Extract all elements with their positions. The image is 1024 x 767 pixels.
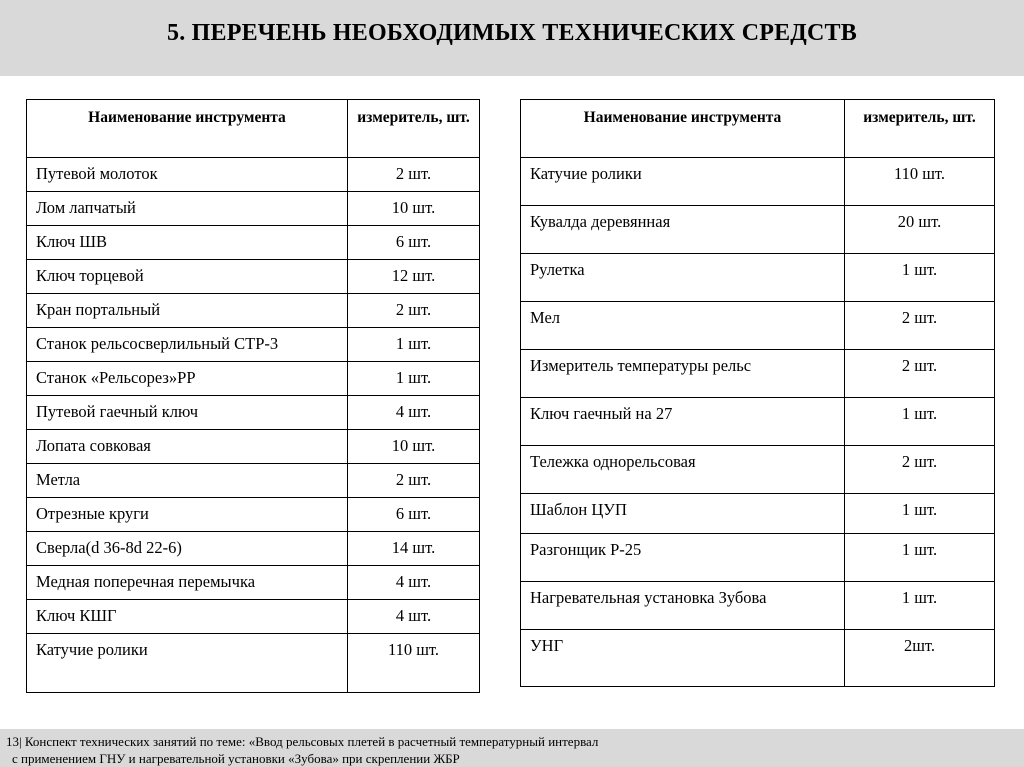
table-row	[521, 494, 995, 534]
tool-name-cell: Станок «Рельсорез»РР	[27, 362, 348, 396]
tool-qty-cell: 2 шт.	[845, 302, 995, 350]
tool-qty-cell: 2 шт.	[348, 464, 480, 498]
tool-qty-cell: 14 шт.	[348, 532, 480, 566]
footer-line-1: 13| Конспект технических занятий по теме: «Ввод рельсовых плетей в расчетный температурный интервал	[6, 734, 599, 749]
tool-name-cell: Лом лапчатый	[27, 192, 348, 226]
tool-name-cell: Медная поперечная перемычка	[27, 566, 348, 600]
table-row	[27, 532, 480, 566]
tool-name-cell: УНГ	[521, 630, 845, 687]
tools-table-right	[520, 99, 995, 687]
table-row	[27, 464, 480, 498]
tool-name-cell: Путевой гаечный ключ	[27, 396, 348, 430]
table-row	[521, 302, 995, 350]
tool-qty-cell: 1 шт.	[845, 582, 995, 630]
table-row	[521, 206, 995, 254]
tool-name-cell: Катучие ролики	[521, 158, 845, 206]
page-title: 5. ПЕРЕЧЕНЬ НЕОБХОДИМЫХ ТЕХНИЧЕСКИХ СРЕДСТВ	[167, 20, 857, 46]
tools-table-left	[26, 99, 480, 693]
tool-name-cell: Путевой молоток	[27, 158, 348, 192]
tool-qty-cell: 2шт.	[845, 630, 995, 687]
tool-name-cell: Метла	[27, 464, 348, 498]
tool-name-cell: Лопата совковая	[27, 430, 348, 464]
table-row	[27, 260, 480, 294]
tool-name-cell: Отрезные круги	[27, 498, 348, 532]
table-row	[521, 446, 995, 494]
tool-qty-cell: 6 шт.	[348, 226, 480, 260]
column-header-qty: измеритель, шт.	[348, 100, 480, 158]
column-header-name: Наименование инструмента	[521, 100, 845, 158]
tool-name-cell: Сверла(d 36-8d 22-6)	[27, 532, 348, 566]
page-number: 13	[6, 734, 19, 749]
table-row	[27, 192, 480, 226]
tool-qty-cell: 20 шт.	[845, 206, 995, 254]
tool-qty-cell: 12 шт.	[348, 260, 480, 294]
footer	[0, 729, 1024, 767]
tool-name-cell: Кувалда деревянная	[521, 206, 845, 254]
tool-qty-cell: 1 шт.	[845, 534, 995, 582]
tool-name-cell: Катучие ролики	[27, 634, 348, 693]
table-row	[27, 226, 480, 260]
tool-qty-cell: 4 шт.	[348, 566, 480, 600]
tool-qty-cell: 2 шт.	[348, 158, 480, 192]
table-row	[27, 498, 480, 532]
title-bar	[0, 0, 1024, 76]
tool-qty-cell: 1 шт.	[348, 328, 480, 362]
tool-qty-cell: 110 шт.	[348, 634, 480, 693]
tool-qty-cell: 1 шт.	[348, 362, 480, 396]
footer-caption-1: Конспект технических занятий по теме: «Ввод рельсовых плетей в расчетный температурный интервал	[24, 734, 599, 749]
tool-qty-cell: 1 шт.	[845, 254, 995, 302]
footer-line-2: с применением ГНУ и нагревательной установки «Зубова» при скреплении ЖБР	[12, 751, 460, 766]
table-row	[521, 350, 995, 398]
table-row	[27, 396, 480, 430]
table-row	[27, 634, 480, 693]
tool-name-cell: Разгонщик Р-25	[521, 534, 845, 582]
footer-text	[6, 733, 598, 767]
tool-name-cell: Станок рельсосверлильный СТР-3	[27, 328, 348, 362]
table-row	[521, 254, 995, 302]
tool-qty-cell: 2 шт.	[845, 350, 995, 398]
tool-qty-cell: 1 шт.	[845, 398, 995, 446]
table-row	[27, 430, 480, 464]
tool-name-cell: Ключ ШВ	[27, 226, 348, 260]
tool-name-cell: Измеритель температуры рельс	[521, 350, 845, 398]
table-row	[27, 600, 480, 634]
column-header-qty: измеритель, шт.	[845, 100, 995, 158]
tool-name-cell: Рулетка	[521, 254, 845, 302]
tool-qty-cell: 2 шт.	[348, 294, 480, 328]
table-header-row	[27, 100, 480, 158]
table-row	[521, 630, 995, 687]
tool-qty-cell: 10 шт.	[348, 192, 480, 226]
tool-name-cell: Шаблон ЦУП	[521, 494, 845, 534]
tool-name-cell: Ключ торцевой	[27, 260, 348, 294]
tool-name-cell: Нагревательная установка Зубова	[521, 582, 845, 630]
tool-qty-cell: 1 шт.	[845, 494, 995, 534]
table-row	[27, 294, 480, 328]
tool-qty-cell: 6 шт.	[348, 498, 480, 532]
tool-qty-cell: 10 шт.	[348, 430, 480, 464]
column-header-name: Наименование инструмента	[27, 100, 348, 158]
table-row	[27, 328, 480, 362]
tool-name-cell: Ключ КШГ	[27, 600, 348, 634]
table-row	[521, 398, 995, 446]
tool-name-cell: Ключ гаечный на 27	[521, 398, 845, 446]
table-row	[27, 566, 480, 600]
table-header-row	[521, 100, 995, 158]
tool-name-cell: Тележка однорельсовая	[521, 446, 845, 494]
tool-qty-cell: 110 шт.	[845, 158, 995, 206]
tool-name-cell: Кран портальный	[27, 294, 348, 328]
tool-qty-cell: 4 шт.	[348, 600, 480, 634]
tool-qty-cell: 4 шт.	[348, 396, 480, 430]
tool-name-cell: Мел	[521, 302, 845, 350]
table-row	[521, 534, 995, 582]
table-row	[521, 158, 995, 206]
table-row	[27, 362, 480, 396]
table-row	[521, 582, 995, 630]
tool-qty-cell: 2 шт.	[845, 446, 995, 494]
table-row	[27, 158, 480, 192]
